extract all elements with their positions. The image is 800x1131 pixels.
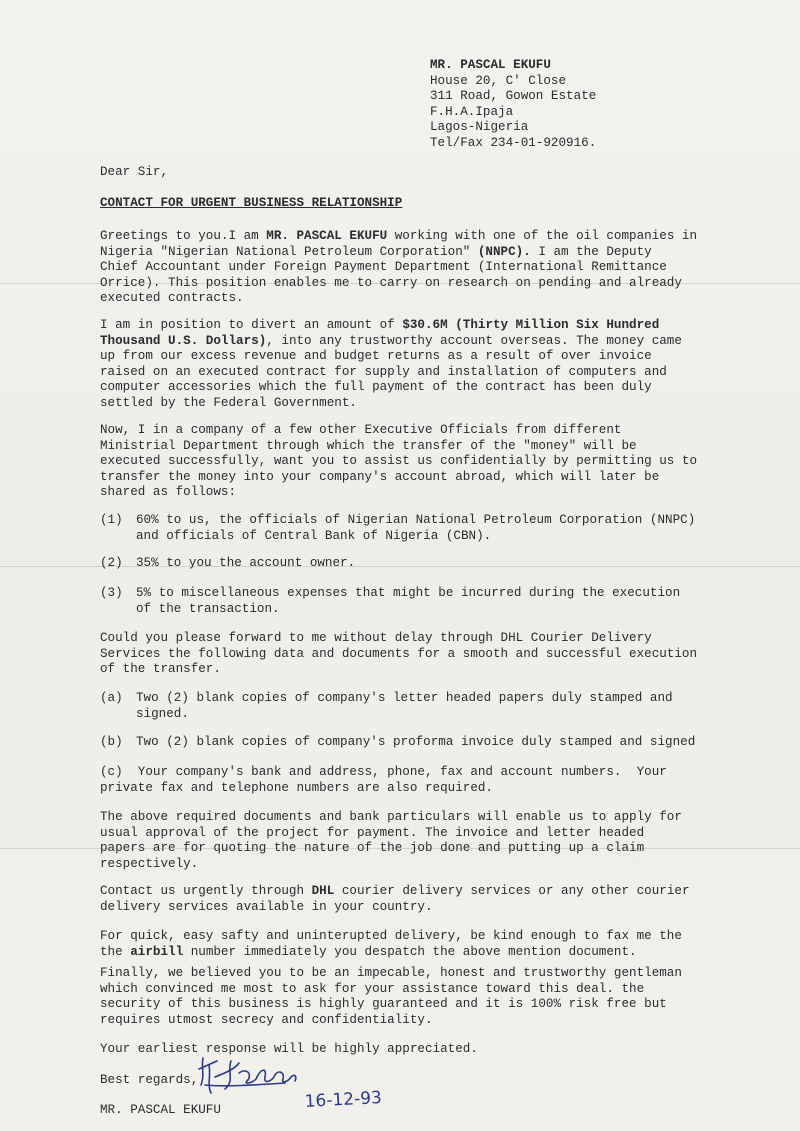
handwritten-signature: [195, 1055, 425, 1125]
share-marker: (3): [100, 586, 123, 600]
share-text: 35% to you the account owner.: [136, 556, 356, 570]
requirement-item: [100, 735, 740, 751]
sender-address-line: 311 Road, Gowon Estate: [430, 89, 597, 104]
paragraph-response: Your earliest response will be highly appreciated.: [100, 1042, 478, 1056]
share-item: [100, 556, 740, 572]
handwritten-date: 16-12-93: [304, 1087, 383, 1112]
share-item: [100, 586, 740, 617]
sender-phone: Tel/Fax 234-01-920916.: [430, 135, 597, 150]
paragraph-request: Could you please forward to me without delay through DHL Courier Delivery Services the following data and documents for a smooth and successful execution of the transfer.: [100, 631, 698, 677]
paragraph-fax: For quick, easy safty and uninterupted delivery, be kind enough to fax me the the airbill number immediately you despatch the above mention document.: [100, 929, 682, 959]
paragraph-assurance: Finally, we believed you to be an impecable, honest and trustworthy gentleman which convinced me most to ask for your assistance toward this deal. the security of this business is highly guaranteed and it is 100% risk free but requires utmost secrecy and confidentiality.: [100, 966, 682, 1027]
share-marker: (2): [100, 556, 123, 570]
requirement-item: [100, 691, 740, 722]
paragraph-transfer: Now, I in a company of a few other Executive Officials from different Ministrial Department through which the transfer of the "money" will be executed successfully, want you to assist us confidentially by permitting us to transfer the money into your company's account abroad, which will later be shared as follows:: [100, 423, 698, 500]
paragraph-documents-purpose: The above required documents and bank particulars will enable us to apply for usual approval of the project for payment. The invoice and letter headed papers are for quoting the nature of the job done and putting up a claim respectively.: [100, 810, 682, 871]
salutation: Dear Sir,: [100, 165, 169, 179]
signatory-name: MR. PASCAL EKUFU: [100, 1103, 221, 1117]
signature-strokes: [199, 1058, 296, 1093]
share-item: [100, 513, 740, 544]
share-marker: (1): [100, 513, 123, 527]
sender-address-line: Lagos-Nigeria: [430, 120, 529, 135]
subject-line: CONTACT FOR URGENT BUSINESS RELATIONSHIP: [100, 196, 403, 210]
requirement-bank-details: (c) Your company's bank and address, phone, fax and account numbers. Your private fax and telephone numbers are also required.: [100, 765, 667, 795]
paragraph-amount: I am in position to divert an amount of $30.6M (Thirty Million Six Hundred Thousand U.S. Dollars), into any trustworthy account overseas. The money came up from our excess revenue and budget returns as a result of over invoice raised on an executed contract for supply and installation of computers and computer accessories which the full payment of the contract has been duly settled by the Federal Government.: [100, 318, 682, 410]
share-text: 60% to us, the officials of Nigerian National Petroleum Corporation (NNPC) and officials of Central Bank of Nigeria (CBN).: [136, 513, 696, 543]
sender-address-line: House 20, C' Close: [430, 73, 567, 88]
sender-block: [430, 58, 760, 152]
requirement-text: Two (2) blank copies of company's proforma invoice duly stamped and signed: [136, 735, 696, 749]
requirement-text: Two (2) blank copies of company's letter headed papers duly stamped and signed.: [136, 691, 673, 721]
paragraph-contact: Contact us urgently through DHL courier delivery services or any other courier delivery services available in your country.: [100, 884, 690, 914]
closing: Best regards,: [100, 1073, 199, 1087]
sender-address-line: F.H.A.Ipaja: [430, 104, 514, 119]
sender-name: MR. PASCAL EKUFU: [430, 58, 551, 72]
requirement-marker: (b): [100, 735, 123, 749]
share-text: 5% to miscellaneous expenses that might be incurred during the execution of the transaction.: [136, 586, 681, 616]
requirement-marker: (a): [100, 691, 123, 705]
paragraph-introduction: Greetings to you.I am MR. PASCAL EKUFU working with one of the oil companies in Nigeria "Nigerian National Petroleum Corporation" (NNPC). I am the Deputy Chief Accountant under Foreign Payment Department (International Remittance Orrice). This position enables me to carry on research on pending and already executed contracts.: [100, 229, 698, 306]
